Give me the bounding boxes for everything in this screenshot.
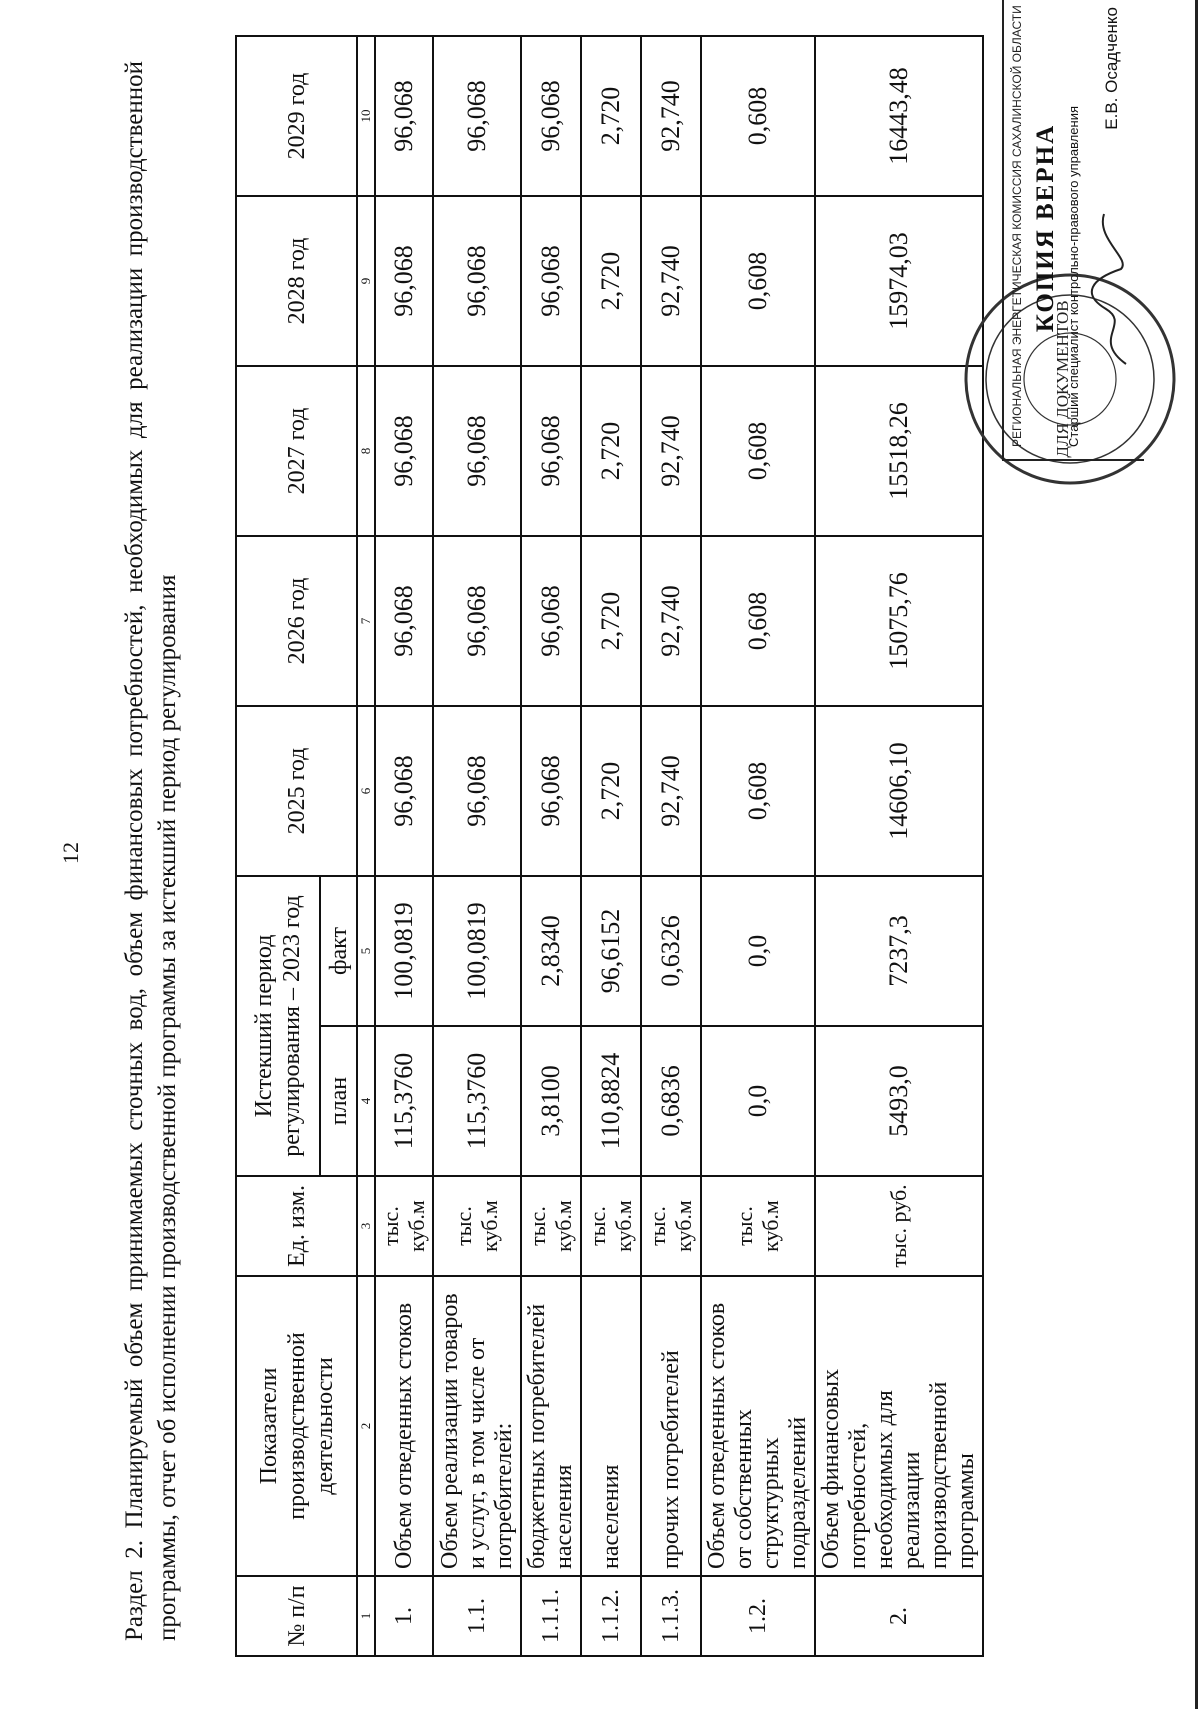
col-number: 3 <box>357 1176 375 1276</box>
row-2028: 92,740 <box>641 196 701 366</box>
row-plan: 115,3760 <box>375 1026 433 1176</box>
table-row <box>521 36 581 1656</box>
row-name: Объем отведенных стоков <box>375 1276 433 1576</box>
header-past-period: Истекший период регулирования – 2023 год <box>236 876 320 1176</box>
table-row <box>701 36 815 1656</box>
row-num: 1.1. <box>433 1576 521 1656</box>
row-2029: 96,068 <box>521 36 581 196</box>
row-2025: 2,720 <box>581 706 641 876</box>
header-row <box>236 36 320 1656</box>
row-plan: 110,8824 <box>581 1026 641 1176</box>
table-row <box>375 36 433 1656</box>
row-plan: 115,3760 <box>433 1026 521 1176</box>
row-num: 1.2. <box>701 1576 815 1656</box>
col-number: 9 <box>357 196 375 366</box>
row-2029: 0,608 <box>701 36 815 196</box>
production-program-table <box>235 35 984 1657</box>
header-unit: Ед. изм. <box>236 1176 357 1276</box>
header-2025: 2025 год <box>236 706 357 876</box>
signature-mark <box>1086 209 1136 369</box>
row-unit: тыс. куб.м <box>641 1176 701 1276</box>
certification-stamp <box>1002 0 1144 461</box>
col-number: 10 <box>357 36 375 196</box>
col-number: 7 <box>357 536 375 706</box>
row-2026: 96,068 <box>433 536 521 706</box>
row-2025: 92,740 <box>641 706 701 876</box>
column-number-row <box>357 36 375 1656</box>
row-2025: 96,068 <box>521 706 581 876</box>
table-row <box>581 36 641 1656</box>
table-row <box>641 36 701 1656</box>
row-2029: 96,068 <box>375 36 433 196</box>
header-2028: 2028 год <box>236 196 357 366</box>
row-2029: 2,720 <box>581 36 641 196</box>
row-2027: 0,608 <box>701 366 815 536</box>
row-2027: 92,740 <box>641 366 701 536</box>
row-num: 1. <box>375 1576 433 1656</box>
row-plan: 0,6836 <box>641 1026 701 1176</box>
signature-stroke <box>1092 214 1126 364</box>
row-2025: 96,068 <box>375 706 433 876</box>
header-indicator: Показатели производственной деятельности <box>236 1276 357 1576</box>
header-plan: план <box>320 1026 357 1176</box>
row-2026: 96,068 <box>521 536 581 706</box>
row-name: Объем финансовых потребностей, необходимых для реализации производственной программы <box>815 1276 983 1576</box>
stamp-position: Старший специалист контрольно-правового управления <box>1066 106 1081 447</box>
row-num: 1.1.3. <box>641 1576 701 1656</box>
row-2027: 96,068 <box>521 366 581 536</box>
row-name: населения <box>581 1276 641 1576</box>
row-2029: 16443,48 <box>815 36 983 196</box>
bottom-rule <box>1195 0 1198 1709</box>
row-name: прочих потребителей <box>641 1276 701 1576</box>
row-unit: тыс. куб.м <box>581 1176 641 1276</box>
row-2026: 96,068 <box>375 536 433 706</box>
row-name: бюджетных потребителей населения <box>521 1276 581 1576</box>
row-2027: 2,720 <box>581 366 641 536</box>
table-row <box>815 36 983 1656</box>
stamp-signer: Е.В. Осадченко <box>1102 7 1121 130</box>
col-number: 6 <box>357 706 375 876</box>
row-2026: 92,740 <box>641 536 701 706</box>
page-number: 12 <box>58 842 83 864</box>
row-2025: 14606,10 <box>815 706 983 876</box>
stamp-organization: РЕГИОНАЛЬНАЯ ЭНЕРГЕТИЧЕСКАЯ КОМИССИЯ САХАЛИНСКОЙ ОБЛАСТИ <box>1010 5 1024 447</box>
col-number: 8 <box>357 366 375 536</box>
row-2027: 96,068 <box>375 366 433 536</box>
col-number: 4 <box>357 1026 375 1176</box>
header-fact: факт <box>320 876 357 1026</box>
row-2027: 15518,26 <box>815 366 983 536</box>
row-fact: 96,6152 <box>581 876 641 1026</box>
row-2028: 15974,03 <box>815 196 983 366</box>
row-2026: 2,720 <box>581 536 641 706</box>
row-2028: 0,608 <box>701 196 815 366</box>
row-2025: 96,068 <box>433 706 521 876</box>
row-name: Объем отведенных стоков от собственных структурных подразделений <box>701 1276 815 1576</box>
row-2029: 92,740 <box>641 36 701 196</box>
row-2028: 96,068 <box>433 196 521 366</box>
row-plan: 5493,0 <box>815 1026 983 1176</box>
seal-center-text: ДЛЯ ДОКУМЕНТОВ <box>1053 300 1072 458</box>
row-fact: 0,6326 <box>641 876 701 1026</box>
row-name: Объем реализации товаров и услуг, в том числе от потребителей: <box>433 1276 521 1576</box>
col-number: 1 <box>357 1576 375 1656</box>
row-plan: 0,0 <box>701 1026 815 1176</box>
row-fact: 0,0 <box>701 876 815 1026</box>
row-2026: 15075,76 <box>815 536 983 706</box>
row-2028: 96,068 <box>375 196 433 366</box>
row-fact: 100,0819 <box>433 876 521 1026</box>
row-unit: тыс. куб.м <box>701 1176 815 1276</box>
row-plan: 3,8100 <box>521 1026 581 1176</box>
row-fact: 100,0819 <box>375 876 433 1026</box>
section-heading: Раздел 2. Планируемый объем принимаемых сточных вод, объем финансовых потребностей, необходимых для реализации производственной программы, отчет об исполнении производственной программы за истекший период регулирования <box>121 61 181 1641</box>
header-num: № п/п <box>236 1576 357 1656</box>
header-2027: 2027 год <box>236 366 357 536</box>
row-fact: 7237,3 <box>815 876 983 1026</box>
row-2028: 2,720 <box>581 196 641 366</box>
row-unit: тыс. куб.м <box>521 1176 581 1276</box>
row-num: 1.1.1. <box>521 1576 581 1656</box>
table-row <box>433 36 521 1656</box>
row-2027: 96,068 <box>433 366 521 536</box>
row-unit: тыс. руб. <box>815 1176 983 1276</box>
stamp-title: КОПИЯ ВЕРНА <box>1032 123 1059 333</box>
row-2029: 96,068 <box>433 36 521 196</box>
row-2026: 0,608 <box>701 536 815 706</box>
row-num: 2. <box>815 1576 983 1656</box>
row-2028: 96,068 <box>521 196 581 366</box>
header-2026: 2026 год <box>236 536 357 706</box>
col-number: 2 <box>357 1276 375 1576</box>
row-unit: тыс. куб.м <box>375 1176 433 1276</box>
header-2029: 2029 год <box>236 36 357 196</box>
row-num: 1.1.2. <box>581 1576 641 1656</box>
row-fact: 2,8340 <box>521 876 581 1026</box>
col-number: 5 <box>357 876 375 1026</box>
row-2025: 0,608 <box>701 706 815 876</box>
row-unit: тыс. куб.м <box>433 1176 521 1276</box>
